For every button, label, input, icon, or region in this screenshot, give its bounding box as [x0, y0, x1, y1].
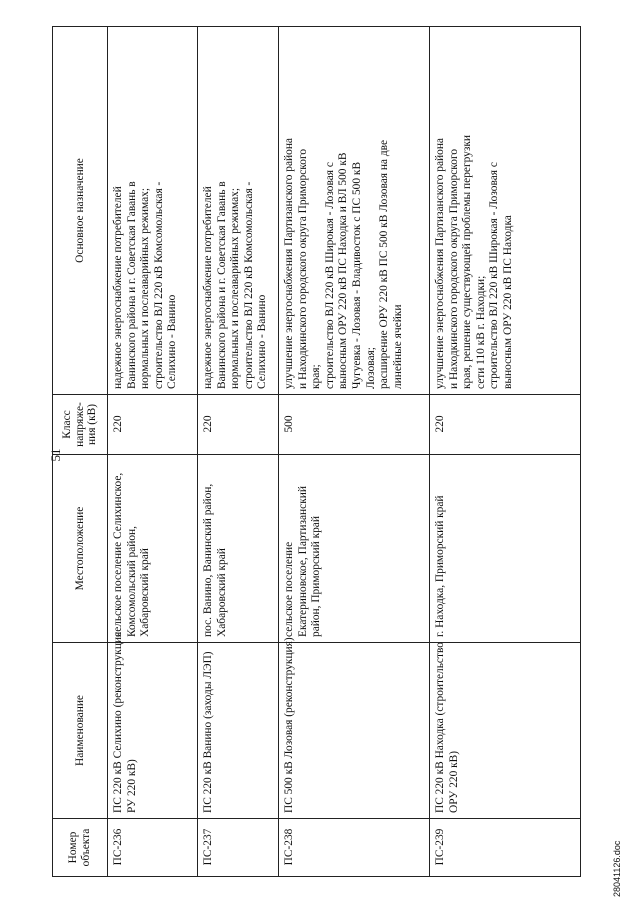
object-location: г. Находка, Приморский край [430, 455, 581, 643]
voltage-class: 500 [279, 395, 430, 455]
object-purpose: улучшение энергоснабжения Партизанского района и Находкинского городского округа Приморского края, решение существующей проблемы перегрузки сети 110 кВ г. Находки; строительство ВЛ 220 кВ Широкая - Лозовая с выносным ОРУ 220 кВ ПС Находка [430, 27, 581, 395]
voltage-class: 220 [198, 395, 279, 455]
table-row [430, 27, 581, 877]
object-purpose: надежное энергоснабжение потребителей Ванинского района и г. Советская Гавань в нормальных и послеаварийных режимах; строительство ВЛ 220 кВ Комсомольская - Селихино - Ванино [198, 27, 279, 395]
object-number: ПС-238 [279, 819, 430, 877]
object-number: ПС-237 [198, 819, 279, 877]
object-location: сельское поселение Екатериновское, Партизанский район, Приморский край [279, 455, 430, 643]
object-location: сельское поселение Селихинское, Комсомольский район, Хабаровский край [108, 455, 198, 643]
object-number: ПС-236 [108, 819, 198, 877]
object-name: ПС 500 кВ Лозовая (реконструкция) [279, 643, 430, 819]
header-purpose: Основное назначение [53, 27, 108, 395]
object-name: ПС 220 кВ Ванино (заходы ЛЭП) [198, 643, 279, 819]
objects-table [52, 26, 581, 877]
voltage-class: 220 [108, 395, 198, 455]
page-number: 51 [48, 448, 63, 462]
document-file-code: 28041126.doc [612, 840, 622, 897]
header-location: Местоположение [53, 455, 108, 643]
table-row [198, 27, 279, 877]
header-voltage-class: Класс напряже- ния (кВ) [53, 395, 108, 455]
table-row [279, 27, 430, 877]
object-purpose: надежное энергоснабжение потребителей Ванинского района и г. Советская Гавань в нормальных и послеаварийных режимах; строительство ВЛ 220 кВ Комсомольская - Селихино - Ванино [108, 27, 198, 395]
object-location: пос. Ванино, Ванинский район, Хабаровский край [198, 455, 279, 643]
voltage-class: 220 [430, 395, 581, 455]
object-name: ПС 220 кВ Селихино (реконструкция РУ 220 кВ) [108, 643, 198, 819]
header-object-number: Номер объекта [53, 819, 108, 877]
object-purpose: улучшение энергоснабжения Партизанского района и Находкинского городского округа Приморского края; строительство ВЛ 220 кВ Широкая - Лозовая с выносным ОРУ 220 кВ ПС Находка и ВЛ 500 кВ Чугуевка - Лозовая - Владивосток с ПС 500 кВ Лозовая; расширение ОРУ 220 кВ ПС 500 кВ Лозовая на две линейные ячейки [279, 27, 430, 395]
table-row [108, 27, 198, 877]
object-name: ПС 220 кВ Находка (строительство ОРУ 220 кВ) [430, 643, 581, 819]
table-header-row [53, 27, 108, 877]
object-number: ПС-239 [430, 819, 581, 877]
header-name: Наименование [53, 643, 108, 819]
